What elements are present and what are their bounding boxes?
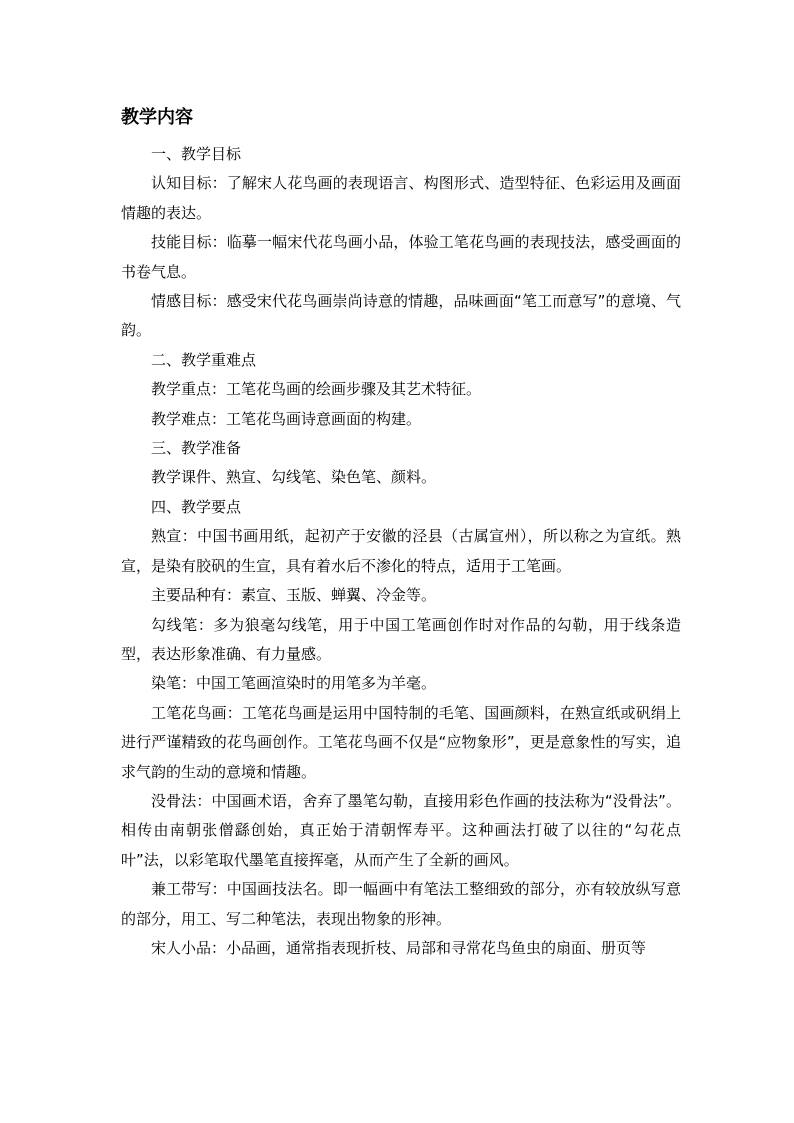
paragraph: 一、教学目标 [151,145,242,163]
section-heading: 教学内容 [121,107,193,128]
paragraph: 二、教学重难点 [151,350,257,369]
paragraph: 教学难点：工笔花鸟画诗意画面的构建。 [151,409,422,428]
document-body [121,140,681,963]
paragraph: 认知目标：了解宋人花鸟画的表现语言、构图形式、造型特征、色彩运用及画面情趣的表达。 [121,174,681,222]
paragraph: 主要品种有：素宣、玉版、蝉翼、冷金等。 [151,586,437,605]
paragraph: 教学重点：工笔花鸟画的绘画步骤及其艺术特征。 [151,380,482,399]
paragraph: 工笔花鸟画：工笔花鸟画是运用中国特制的毛笔、国画颜料，在熟宣纸或矾绢上进行严谨精致的花鸟画创作。工笔花鸟画不仅是“应物象形”，更是意象性的写实，追求气韵的生动的意境和情趣。 [121,703,681,781]
paragraph: 技能目标：临摹一幅宋代花鸟画小品，体验工笔花鸟画的表现技法，感受画面的书卷气息。 [121,233,681,281]
paragraph: 没骨法：中国画术语，舍弃了墨笔勾勒，直接用彩色作画的技法称为“没骨法”。相传由南朝张僧繇创始，真正始于清朝恽寿平。这种画法打破了以往的“勾花点叶”法，以彩笔取代墨笔直接挥毫，从而产生了全新的画风。 [121,791,681,869]
paragraph: 兼工带写：中国画技法名。即一幅画中有笔法工整细致的部分，亦有较放纵写意的部分，用工、写二种笔法，表现出物象的形神。 [121,880,681,928]
paragraph: 四、教学要点 [151,497,242,516]
paragraph: 教学课件、熟宣、勾线笔、染色笔、颜料。 [151,468,437,487]
paragraph: 宋人小品：小品画，通常指表现折枝、局部和寻常花鸟鱼虫的扇面、册页等 [151,938,647,957]
paragraph: 情感目标：感受宋代花鸟画崇尚诗意的情趣，品味画面“笔工而意写”的意境、气韵。 [121,292,681,340]
paragraph: 三、教学准备 [151,439,242,458]
paragraph: 勾线笔：多为狼毫勾线笔，用于中国工笔画创作时对作品的勾勒，用于线条造型，表达形象准确、有力量感。 [121,615,681,663]
paragraph: 熟宣：中国书画用纸，起初产于安徽的泾县（古属宣州），所以称之为宣纸。熟宣，是染有胶矾的生宣，具有着水后不渗化的特点，适用于工笔画。 [121,527,681,575]
paragraph: 染笔：中国工笔画渲染时的用笔多为羊毫。 [151,674,437,693]
